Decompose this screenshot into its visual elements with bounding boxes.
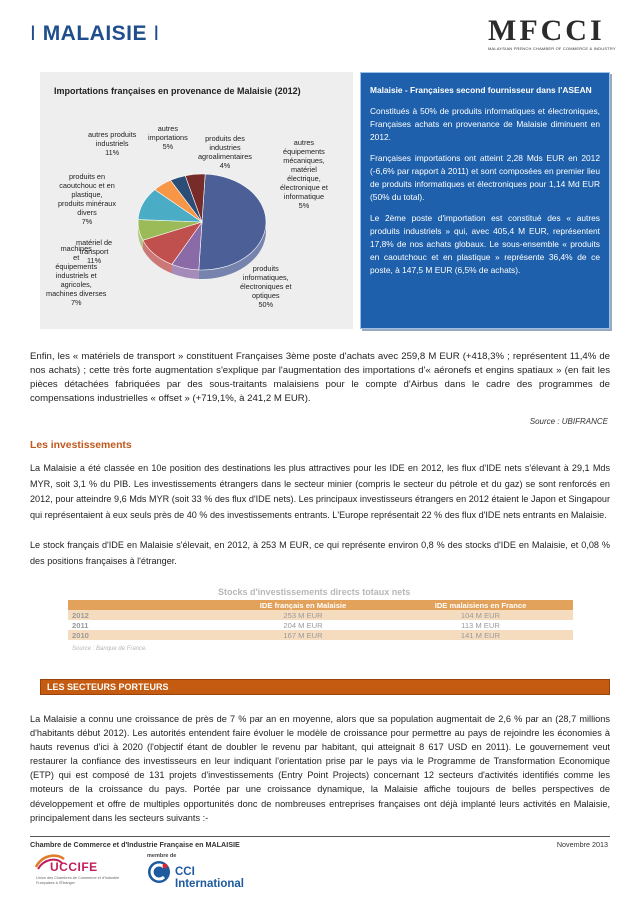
table-cell-my: 104 M EUR [388, 610, 573, 620]
uccife-logo [30, 851, 122, 899]
mfcci-logo-subtitle: MALAYSIAN FRENCH CHAMBER OF COMMERCE & INDUSTRY [488, 46, 616, 51]
investments-paragraph-2: Le stock français d'IDE en Malaisie s'élevait, en 2012, à 253 M EUR, ce qui représente environ 0,8 % des stocks d'IDE en Malaisie, et 0,08 % des positions françaises à l'étranger. [30, 540, 610, 566]
label-equipements: autres équipements mécaniques, matériel électrique, électronique et informatique 5% [280, 138, 328, 210]
investments-heading: Les investissements [30, 440, 132, 451]
footer-divider [30, 836, 610, 837]
label-agroalimentaires: produits des industries agroalimentaires 4% [198, 134, 252, 170]
mfcci-logo-text: MFCCI [488, 14, 605, 47]
table-cell-year: 2012 [68, 610, 218, 620]
label-transport: matériel de transport 11% [76, 238, 113, 265]
sectors-banner-text: LES SECTEURS PORTEURS [47, 682, 169, 692]
summary-paragraph-1: Constitués à 50% de produits informatiques et électroniques, Françaises achats en provenance de Malaisie diminuent en 2012. [370, 106, 600, 142]
stock-header-my: IDE malaisiens en France [388, 600, 573, 610]
cci-international-logo [147, 860, 257, 890]
page-title [30, 22, 160, 46]
stock-table-source: Source : Banque de France. [72, 646, 148, 652]
table-row [68, 610, 573, 620]
title-bar-right: I [153, 22, 160, 45]
transport-paragraph: Enfin, les « matériels de transport » constituent Françaises 3ème poste d'achats avec 259,8 M EUR (+418,3% ; représentent 11,4% de nos achats) ; cette très forte augmentation s'explique par l'augmentation des importations d'« aéronefs et engins spatiaux » (en fait les pièces détachées fabriquées par des sous-traitants malaisiens pour le compte d'Airbus dans le cadre des programmes de compensations industrielles « offset » (+719,1%, à 241,2 M EUR). [30, 351, 610, 404]
label-caoutchouc: produits en caoutchouc et en plastique, produits minéraux divers 7% [58, 172, 116, 226]
chart-title: Importations françaises en provenance de Malaisie (2012) [54, 86, 301, 96]
summary-box [360, 72, 610, 329]
sectors-paragraph: La Malaisie a connu une croissance de près de 7 % par an en moyenne, alors que sa population augmentait de 2,6 % par an (28,7 millions d'habitants début 2012). Les autorités entendent faire évoluer le modèle de croissance pour permettre au pays de rejoindre les économies à hauts revenus d'ici à 2020 (l'objectif étant de doubler le revenu par habitant, qui atteignait 8 617 USD en 2011). Le gouvernement veut restaurer la confiance des investisseurs en leur indiquant l'orientation prise par le pays via le Programme de Transformation Economique (ETP) qui est composé de 131 projets d'investissements (Entry Point Projects) concernant 12 secteurs d'activités identifiés comme les moteurs de la croissance du pays. Portée par une croissance dynamique, la Malaisie affiche toujours de belles perspectives de développement et offre de multiples opportunités donc de nombreuses entreprises françaises ont déjà implanté leurs activités en Malaisie, principalement dans les secteurs suivants :- [30, 714, 610, 823]
table-cell-fr: 253 M EUR [218, 610, 388, 620]
stock-header-blank [68, 600, 218, 610]
label-autres-produits: autres produits industriels 11% [88, 130, 137, 157]
investments-paragraph-1: La Malaisie a été classée en 10e position des destinations les plus attractives pour les IDE en 2012, les flux d'IDE nets s'élevant à 29,1 Mds MYR, soit 3,1 % du PIB. Les investissements étrangers dans le secteur minier (compris le secteur du pétrole et du gaz) se sont renforcés en 2012, pour atteindre 9,6 Mds MYR (soit 33 % des flux d'IDE nets). Les principaux investisseurs étrangers en 2012 étaient le Japon et Singapour qui représentaient à eux seuls près de 40 % des investissements entrants. L'Europe représentait 22 % des flux d'IDE nets entrants en Malaisie. [30, 463, 610, 520]
label-machines: machines et équipements industriels et agricoles, machines diverses 7% [46, 244, 107, 307]
table-cell-year: 2011 [68, 620, 218, 630]
table-cell-my: 113 M EUR [388, 620, 573, 630]
mfcci-logo [488, 14, 616, 52]
stock-table [68, 600, 573, 640]
stock-header-fr: IDE français en Malaisie [218, 600, 388, 610]
title-bar-left: I [30, 22, 37, 45]
table-cell-my: 141 M EUR [388, 630, 573, 640]
table-cell-fr: 204 M EUR [218, 620, 388, 630]
footer-chamber-name: Chambre de Commerce et d'Industrie Française en MALAISIE [30, 840, 240, 849]
cci-international-name: CCI International [175, 866, 245, 890]
table-row [68, 620, 573, 630]
membre-de-label: membre de [147, 853, 177, 859]
table-cell-fr: 167 M EUR [218, 630, 388, 640]
label-autres-importations: autres importations 5% [148, 124, 188, 151]
uccife-name: UCCIFE [50, 860, 98, 874]
cci-mark-icon [147, 860, 171, 884]
imports-pie-chart [40, 72, 353, 329]
table-cell-year: 2010 [68, 630, 218, 640]
summary-heading: Malaisie - Françaises second fournisseur dans l'ASEAN [370, 85, 592, 95]
table-row [68, 630, 573, 640]
footer-date: Novembre 2013 [556, 840, 608, 849]
page-title-text: MALAISIE [42, 22, 148, 45]
summary-paragraph-2: Françaises importations ont atteint 2,28 Mds EUR en 2012 (-6,6% par rapport à 2011) et sont composées en premier lieu de produits informatiques et électroniques pour 1,14 Md EUR (50% du total). [370, 153, 600, 202]
sectors-banner [40, 679, 610, 695]
label-informatiques: produits informatiques, électroniques et optiques 50% [240, 264, 292, 309]
source-ubifrance: Source : UBIFRANCE [529, 417, 608, 426]
summary-paragraph-3: Le 2ème poste d'importation est constitué des « autres produits industriels » qui, avec 405,4 M EUR, représentent 17,8% de nos achats globaux. Le sous-ensemble « produits en caoutchouc et en plastique » représente 36,4% de ce poste, à 147,5 M EUR (6,5% de achats). [370, 213, 600, 275]
uccife-description: Union des Chambres de Commerce et d'Industrie Françaises à l'Étranger [36, 876, 120, 885]
ide-stock-table [68, 582, 573, 666]
stock-table-title: Stocks d'investissements directs totaux nets [218, 587, 411, 597]
